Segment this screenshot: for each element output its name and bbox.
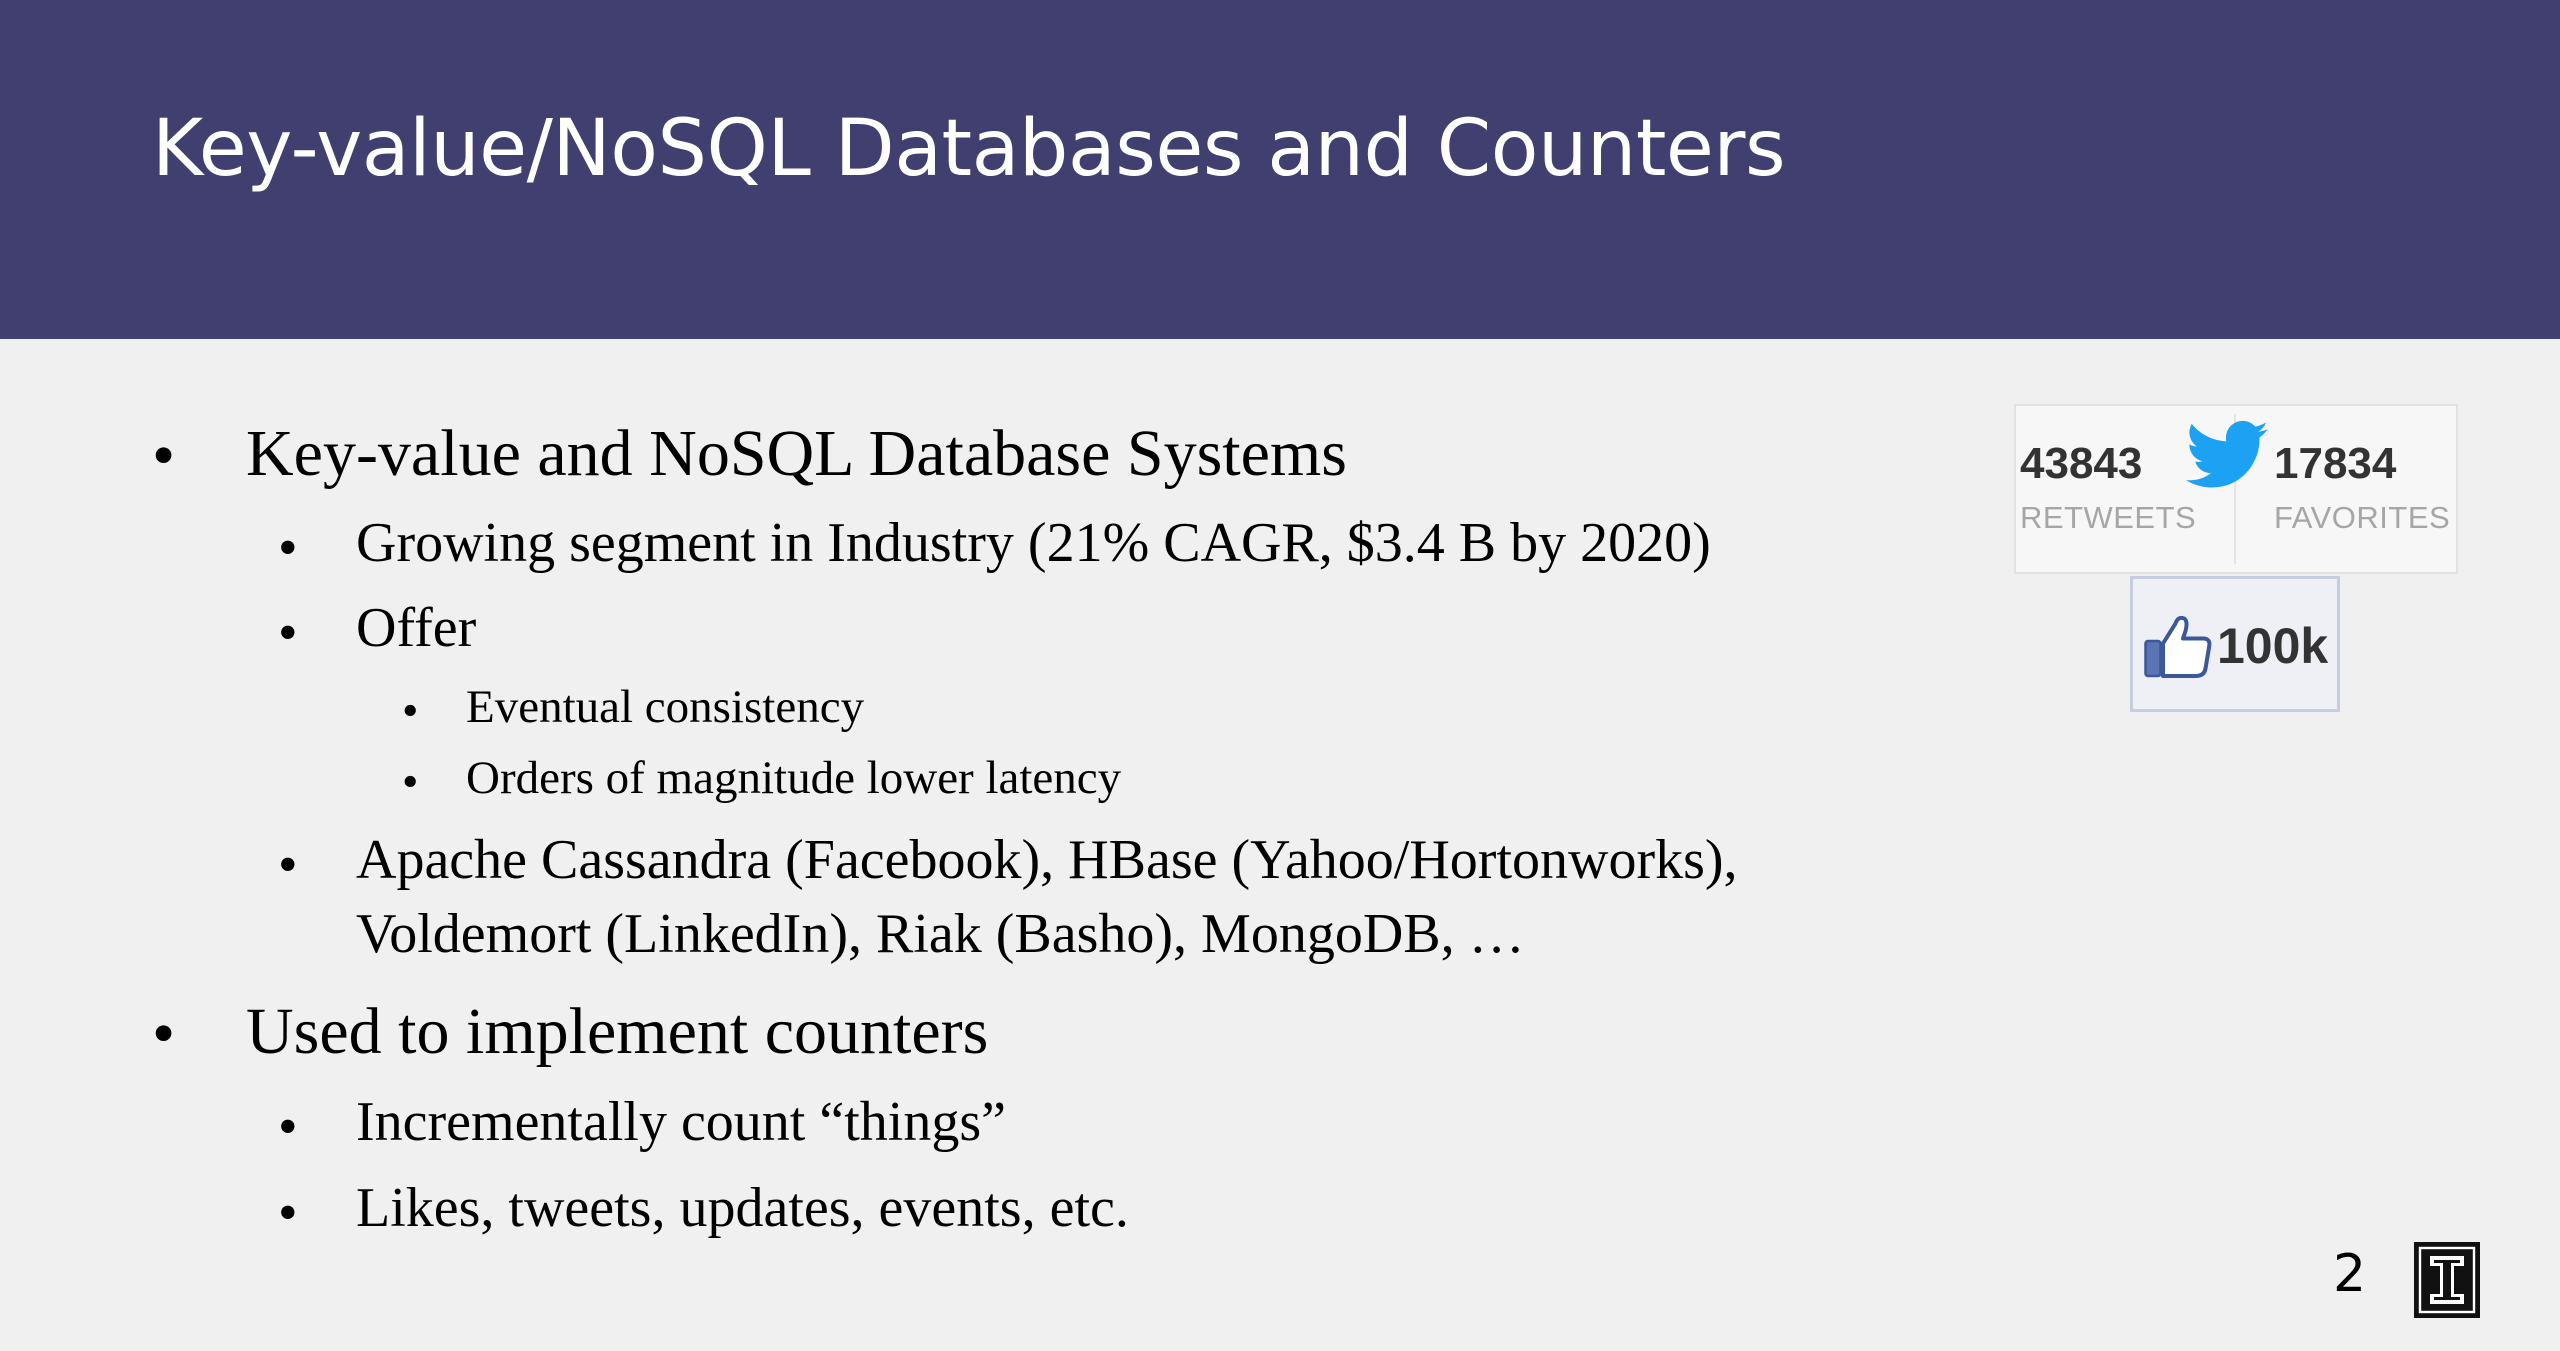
bullet-item: Offer bbox=[356, 597, 477, 659]
bullet-item: Incrementally count “things” bbox=[356, 1091, 1006, 1153]
bullet-item: Key-value and NoSQL Database Systems bbox=[246, 417, 1347, 490]
bullet-item: Orders of magnitude lower latency bbox=[466, 752, 1122, 804]
bullet-item: Apache Cassandra (Facebook), HBase (Yahoo/Hortonworks), bbox=[356, 829, 1738, 891]
bullet-marker: • bbox=[278, 1096, 298, 1158]
bullet-marker: • bbox=[152, 997, 176, 1070]
bullet-marker: • bbox=[278, 517, 298, 579]
retweets-label: RETWEETS bbox=[2020, 500, 2197, 535]
bullet-item: Eventual consistency bbox=[466, 681, 865, 733]
bullet-marker: • bbox=[278, 834, 298, 896]
bullet-item: Growing segment in Industry (21% CAGR, $3.4 B by 2020) bbox=[356, 512, 1711, 574]
bullet-marker: • bbox=[278, 602, 298, 664]
bullet-marker: • bbox=[152, 419, 176, 492]
favorites-label: FAVORITES bbox=[2274, 500, 2451, 535]
university-block-i-logo bbox=[2414, 1242, 2480, 1318]
favorites-count: 17834 bbox=[2274, 439, 2397, 488]
retweets-count: 43843 bbox=[2020, 439, 2143, 488]
slide-header bbox=[0, 0, 2560, 339]
thumbs-up-icon bbox=[2143, 613, 2213, 679]
twitter-stats-widget bbox=[2014, 404, 2458, 574]
slide-title: Key-value/NoSQL Databases and Counters bbox=[152, 104, 1786, 194]
like-count: 100k bbox=[2217, 618, 2329, 674]
bullet-marker: • bbox=[278, 1182, 298, 1244]
bullet-item-continuation: Voldemort (LinkedIn), Riak (Basho), MongoDB, … bbox=[356, 903, 1525, 965]
bullet-item: Likes, tweets, updates, events, etc. bbox=[356, 1177, 1129, 1239]
like-count-widget bbox=[2130, 576, 2340, 712]
bullet-marker: • bbox=[402, 685, 419, 737]
bullet-item: Used to implement counters bbox=[246, 995, 989, 1068]
bullet-marker: • bbox=[402, 756, 419, 808]
page-number: 2 bbox=[2333, 1244, 2367, 1304]
twitter-bird-icon bbox=[2186, 420, 2268, 490]
